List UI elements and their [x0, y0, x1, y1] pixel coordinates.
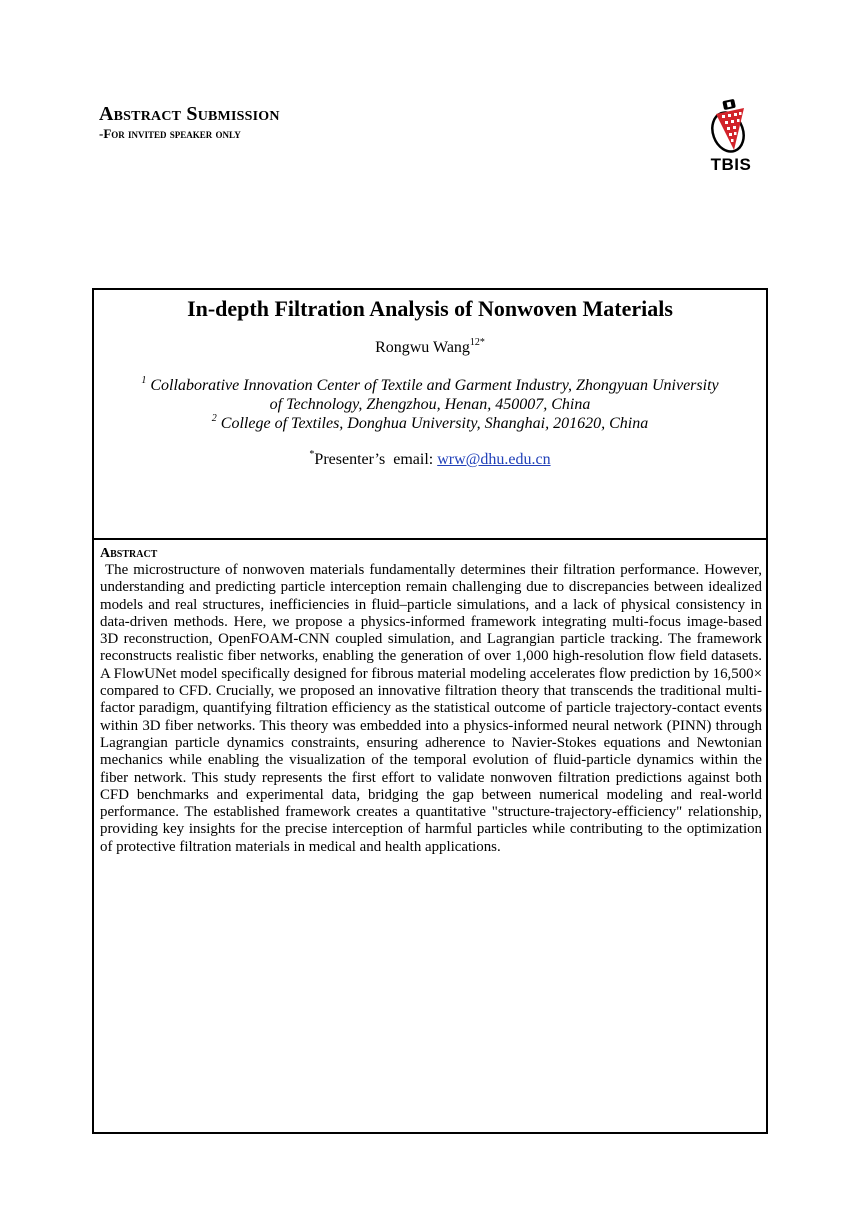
paper-title: In-depth Filtration Analysis of Nonwoven Materials	[187, 296, 673, 321]
author-marks: 12*	[469, 337, 485, 348]
title-block	[94, 290, 766, 540]
presenter-mark: *	[309, 449, 315, 460]
affiliation-1	[102, 376, 758, 395]
affiliation-2	[102, 414, 758, 433]
author-name: Rongwu Wang	[375, 339, 470, 356]
affiliation-1-line2: of Technology, Zhengzhou, Henan, 450007, China	[269, 396, 591, 413]
affiliation-1-line1: Collaborative Innovation Center of Textile and Garment Industry, Zhongyuan University	[150, 377, 719, 394]
abstract-form-box	[92, 288, 768, 1134]
affiliation-2-line1: College of Textiles, Donghua University, Shanghai, 201620, China	[220, 415, 649, 432]
abstract-body: The microstructure of nonwoven materials fundamentally determines their filtration performance. However, understanding and predicting particle interception remain challenging due to discrepancies between idealized models and real structures, inefficiencies in fluid–particle simulations, and a lack of physical consistency in data-driven methods. Here, we propose a physics-informed framework integrating multi-focus image-based 3D reconstruction, OpenFOAM-CNN coupled simulation, and Lagrangian particle tracking. The framework reconstructs realistic fiber networks, enabling the generation of over 1,000 high-resolution flow field datasets. A FlowUNet model specifically designed for fibrous material modeling accelerates flow prediction by 16,500× compared to CFD. Crucially, we proposed an innovative filtration theory that transcends the traditional multi-factor paradigm, quantifying filtration efficiency as the statistical outcome of particle trajectory-contact events within 3D fiber networks. This theory was embedded into a physics-informed neural network (PINN) through Lagrangian particle dynamics constraints, ensuring adherence to Navier-Stokes equations and Newtonian mechanics while enabling the visualization of the temporal evolution of fluid-particle dynamics within the fiber network. This study represents the first effort to validate nonwoven filtration predictions against both CFD benchmarks and experimental data, bridging the gap between numerical modeling and real-world performance. The established framework creates a quantitative "structure-trajectory-efficiency" relationship, providing key insights for the precise interception of harmful particles while contributing to the optimization of protective filtration materials in medical and health applications.	[100, 562, 762, 855]
abstract-block	[94, 540, 766, 1132]
logo-text: TBIS	[710, 155, 752, 174]
submission-subtitle: -For invited speaker only	[99, 126, 241, 141]
affiliation-1-cont	[102, 395, 758, 414]
presenter-email-link[interactable]: wrw@dhu.edu.cn	[437, 451, 551, 468]
affiliation-1-number: 1	[141, 375, 147, 386]
presenter-email-label: Presenter’s email:	[314, 451, 438, 468]
abstract-heading: Abstract	[100, 546, 158, 561]
submission-title: Abstract Submission	[99, 103, 280, 125]
presenter-email-line	[94, 450, 766, 470]
tbis-logo-icon	[700, 98, 762, 156]
author-line	[94, 338, 766, 358]
tbis-logo	[700, 98, 762, 178]
affiliation-2-number: 2	[211, 413, 217, 424]
